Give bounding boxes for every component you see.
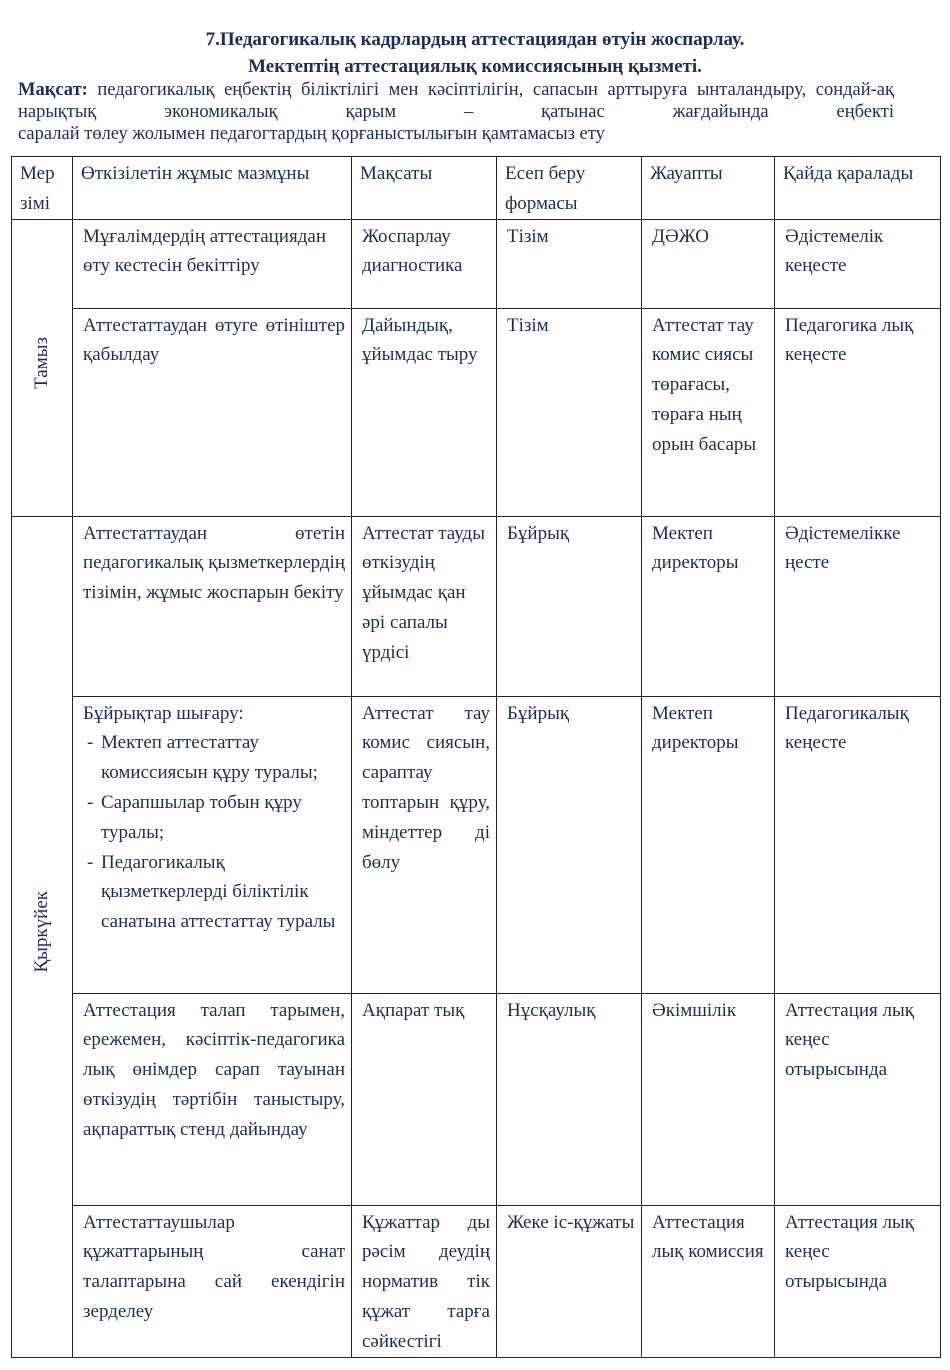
cell-where: Әдістемелік кеңесте [775,219,941,308]
cell-content: Аттестаттаудан өтетін педагогикалық қызметкерлердің тізімін, жұмыс жоспарын бекіту [73,516,352,696]
cell-responsible: Әкімшілік [642,993,775,1205]
purpose-label: Мақсат: [18,80,88,100]
list-item: - Сарапшылар тобын құру туралы; [83,788,345,848]
header-cell-report: Есеп беру формасы [497,157,642,220]
table-row [12,219,941,308]
cell-goal: Аттестат тауды өткізудің ұйымдас қан әрі сапалы үрдісі [352,516,497,696]
cell-report: Бұйрық [497,696,642,993]
purpose-paragraph [18,79,894,145]
table-row [12,308,941,516]
cell-content: Аттестаттаушылар құжаттарының санат талаптарына сай екендігін зерделеу [73,1205,352,1357]
cell-where: Аттестация лық кеңес отырысында [775,993,941,1205]
purpose-text-last: саралай төлеу жолымен педагогтардың қорғаныстылығын қамтамасыз ету [18,124,605,144]
month-cell-august [12,219,73,516]
orders-list [83,728,345,937]
header-cell-term: Мер зімі [12,157,73,220]
table-row [12,993,941,1205]
table-header-row [12,157,941,220]
table-row [12,1205,941,1357]
cell-goal: Құжаттар ды рәсім деудің норматив тік құжат тарға сәйкестігі [352,1205,497,1357]
document-title: 7.Педагогикалық кадрлардың аттестациядан өтуін жоспарлау. [205,29,745,50]
cell-content: Аттестация талап тарымен, ережемен, кәсіптік-педагогика лық өнімдер сарап тауынан өткізудің тәртібін таныстыру, ақпараттық стенд дайындау [73,993,352,1205]
cell-where: Аттестация лық кеңес отырысында [775,1205,941,1357]
month-cell-september [12,516,73,1357]
attestation-plan-table [11,156,941,1358]
cell-goal: Аттестат тау комис сиясын, сараптау топтарын құру, міндеттер ді бөлу [352,696,497,993]
header-cell-goal: Мақсаты [352,157,497,220]
cell-report: Жеке іс-құжаты [497,1205,642,1357]
cell-goal: Дайындық, ұйымдас тыру [352,308,497,516]
month-label: Қыркүйек [31,890,52,973]
cell-responsible: ДӘЖО [642,219,775,308]
cell-responsible: Мектеп директоры [642,516,775,696]
cell-content: Мұғалімдердің аттестациядан өту кестесін бекіттіру [73,219,352,308]
table-row [12,516,941,696]
cell-responsible: Аттестат тау комис сиясы төрағасы, төраға ның орын басары [642,308,775,516]
cell-content: Аттестаттаудан өтуге өтініштер қабылдау [73,308,352,516]
cell-responsible: Аттестация лық комиссия [642,1205,775,1357]
cell-report: Бұйрық [497,516,642,696]
cell-goal: Жоспарлау диагностика [352,219,497,308]
cell-report: Тізім [497,308,642,516]
list-item: - Педагогикалық қызметкерлерді біліктілік санатына аттестаттау туралы [83,848,345,937]
header-cell-where: Қайда қаралады [775,157,941,220]
list-item: - Мектеп аттестаттау комиссиясын құру туралы; [83,728,345,788]
table-row [12,696,941,993]
cell-goal: Ақпарат тық [352,993,497,1205]
cell-responsible: Мектеп директоры [642,696,775,993]
cell-where: Педагогика лық кеңесте [775,308,941,516]
header-cell-content: Өткізілетін жұмыс мазмұны [73,157,352,220]
cell-report: Тізім [497,219,642,308]
purpose-text: педагогикалық еңбектің біліктілігі мен кәсіптілігін, сапасын арттыруға ынталандыру, сондай-ақ нарықтық экономикалық қарым – қатынас жағдайында еңбекті [18,80,894,122]
header-cell-responsible: Жауапты [642,157,775,220]
cell-where: Педагогикалық кеңесте [775,696,941,993]
cell-report: Нұсқаулық [497,993,642,1205]
month-label: Тамыз [31,336,52,389]
orders-intro: Бұйрықтар шығару: [83,702,244,724]
cell-content [73,696,352,993]
document-subtitle: Мектептің аттестациялық комиссиясының қызметі. [248,56,702,77]
cell-where: Әдістемелікке ңесте [775,516,941,696]
